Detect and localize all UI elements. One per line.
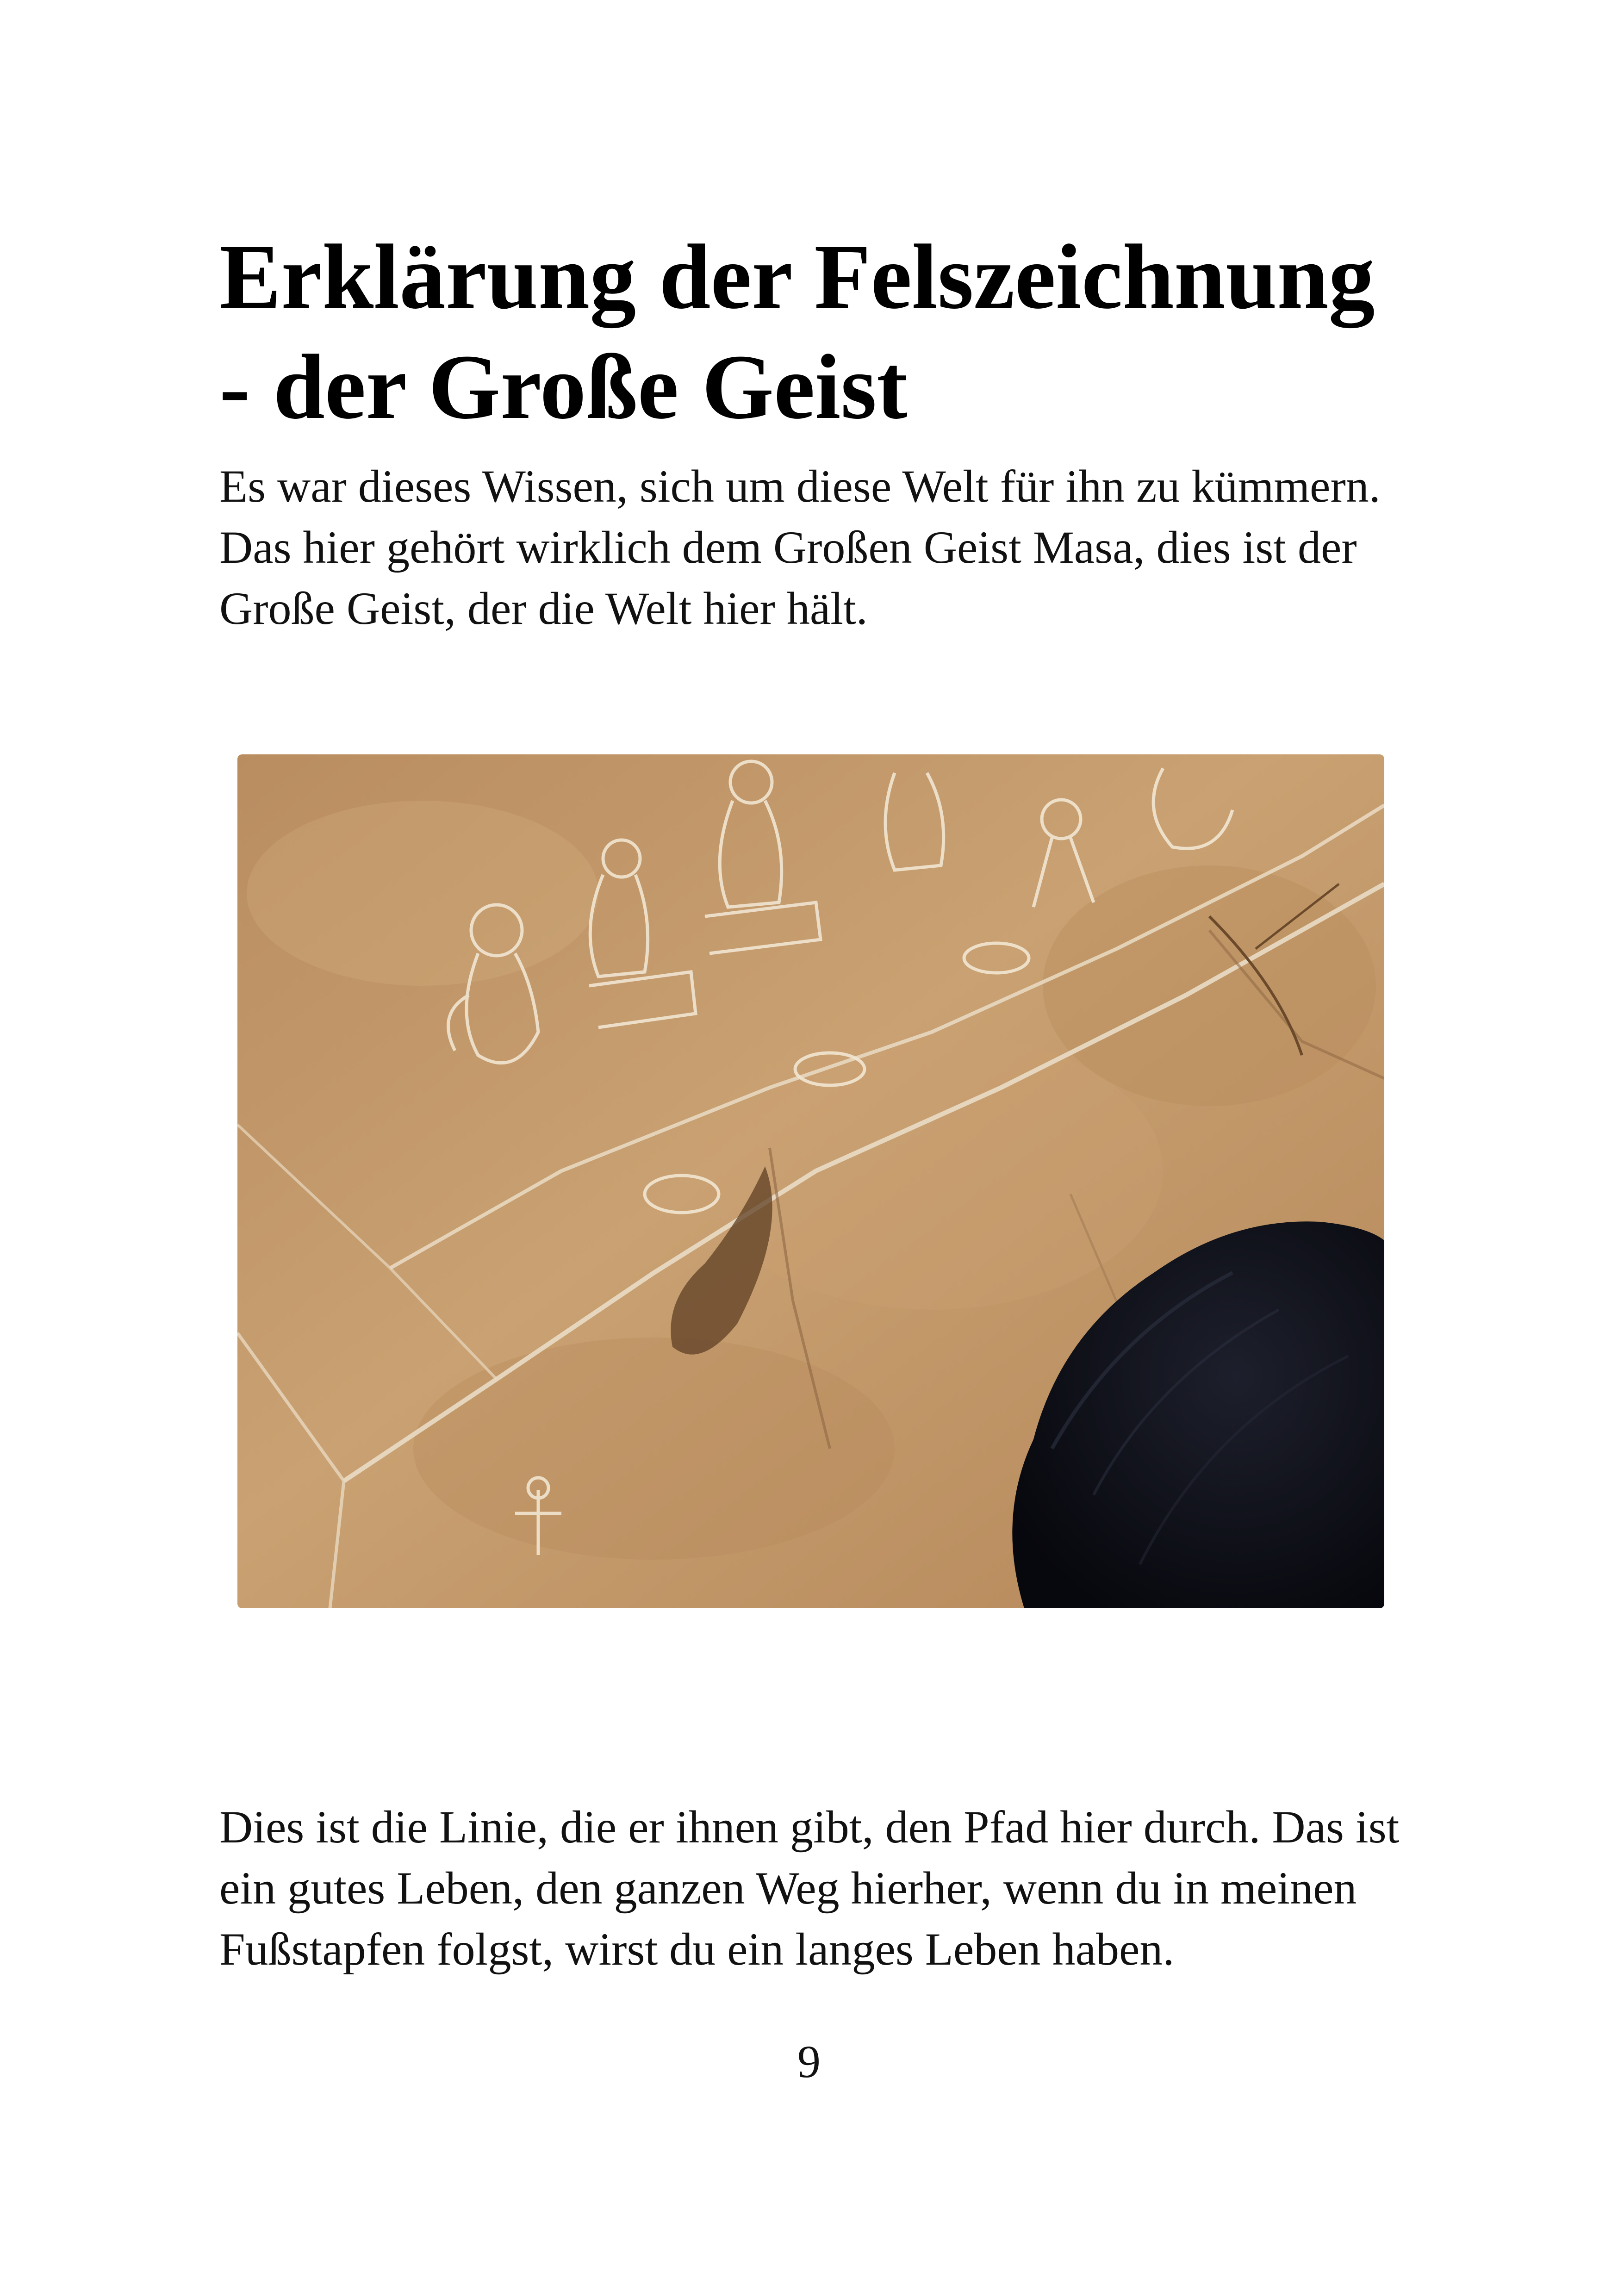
page-number: 9 (797, 2036, 821, 2087)
intro-paragraph: Es war dieses Wissen, sich um diese Welt für ihn zu kümmern. Das hier gehört wirklich dem Großen Geist Masa, dies ist der Große Geist, der die Welt hier hält. (219, 460, 1381, 634)
petroglyph-photo (237, 754, 1384, 1608)
page-title: Erklärung der Felszeichnung - der Große Geist (219, 226, 1375, 438)
path-explanation-paragraph: Dies ist die Linie, die er ihnen gibt, den Pfad hier durch. Das ist ein gutes Leben, den ganzen Weg hierher, wenn du in meinen Fußstapfen folgst, wirst du ein langes Leben haben. (219, 1801, 1400, 1975)
